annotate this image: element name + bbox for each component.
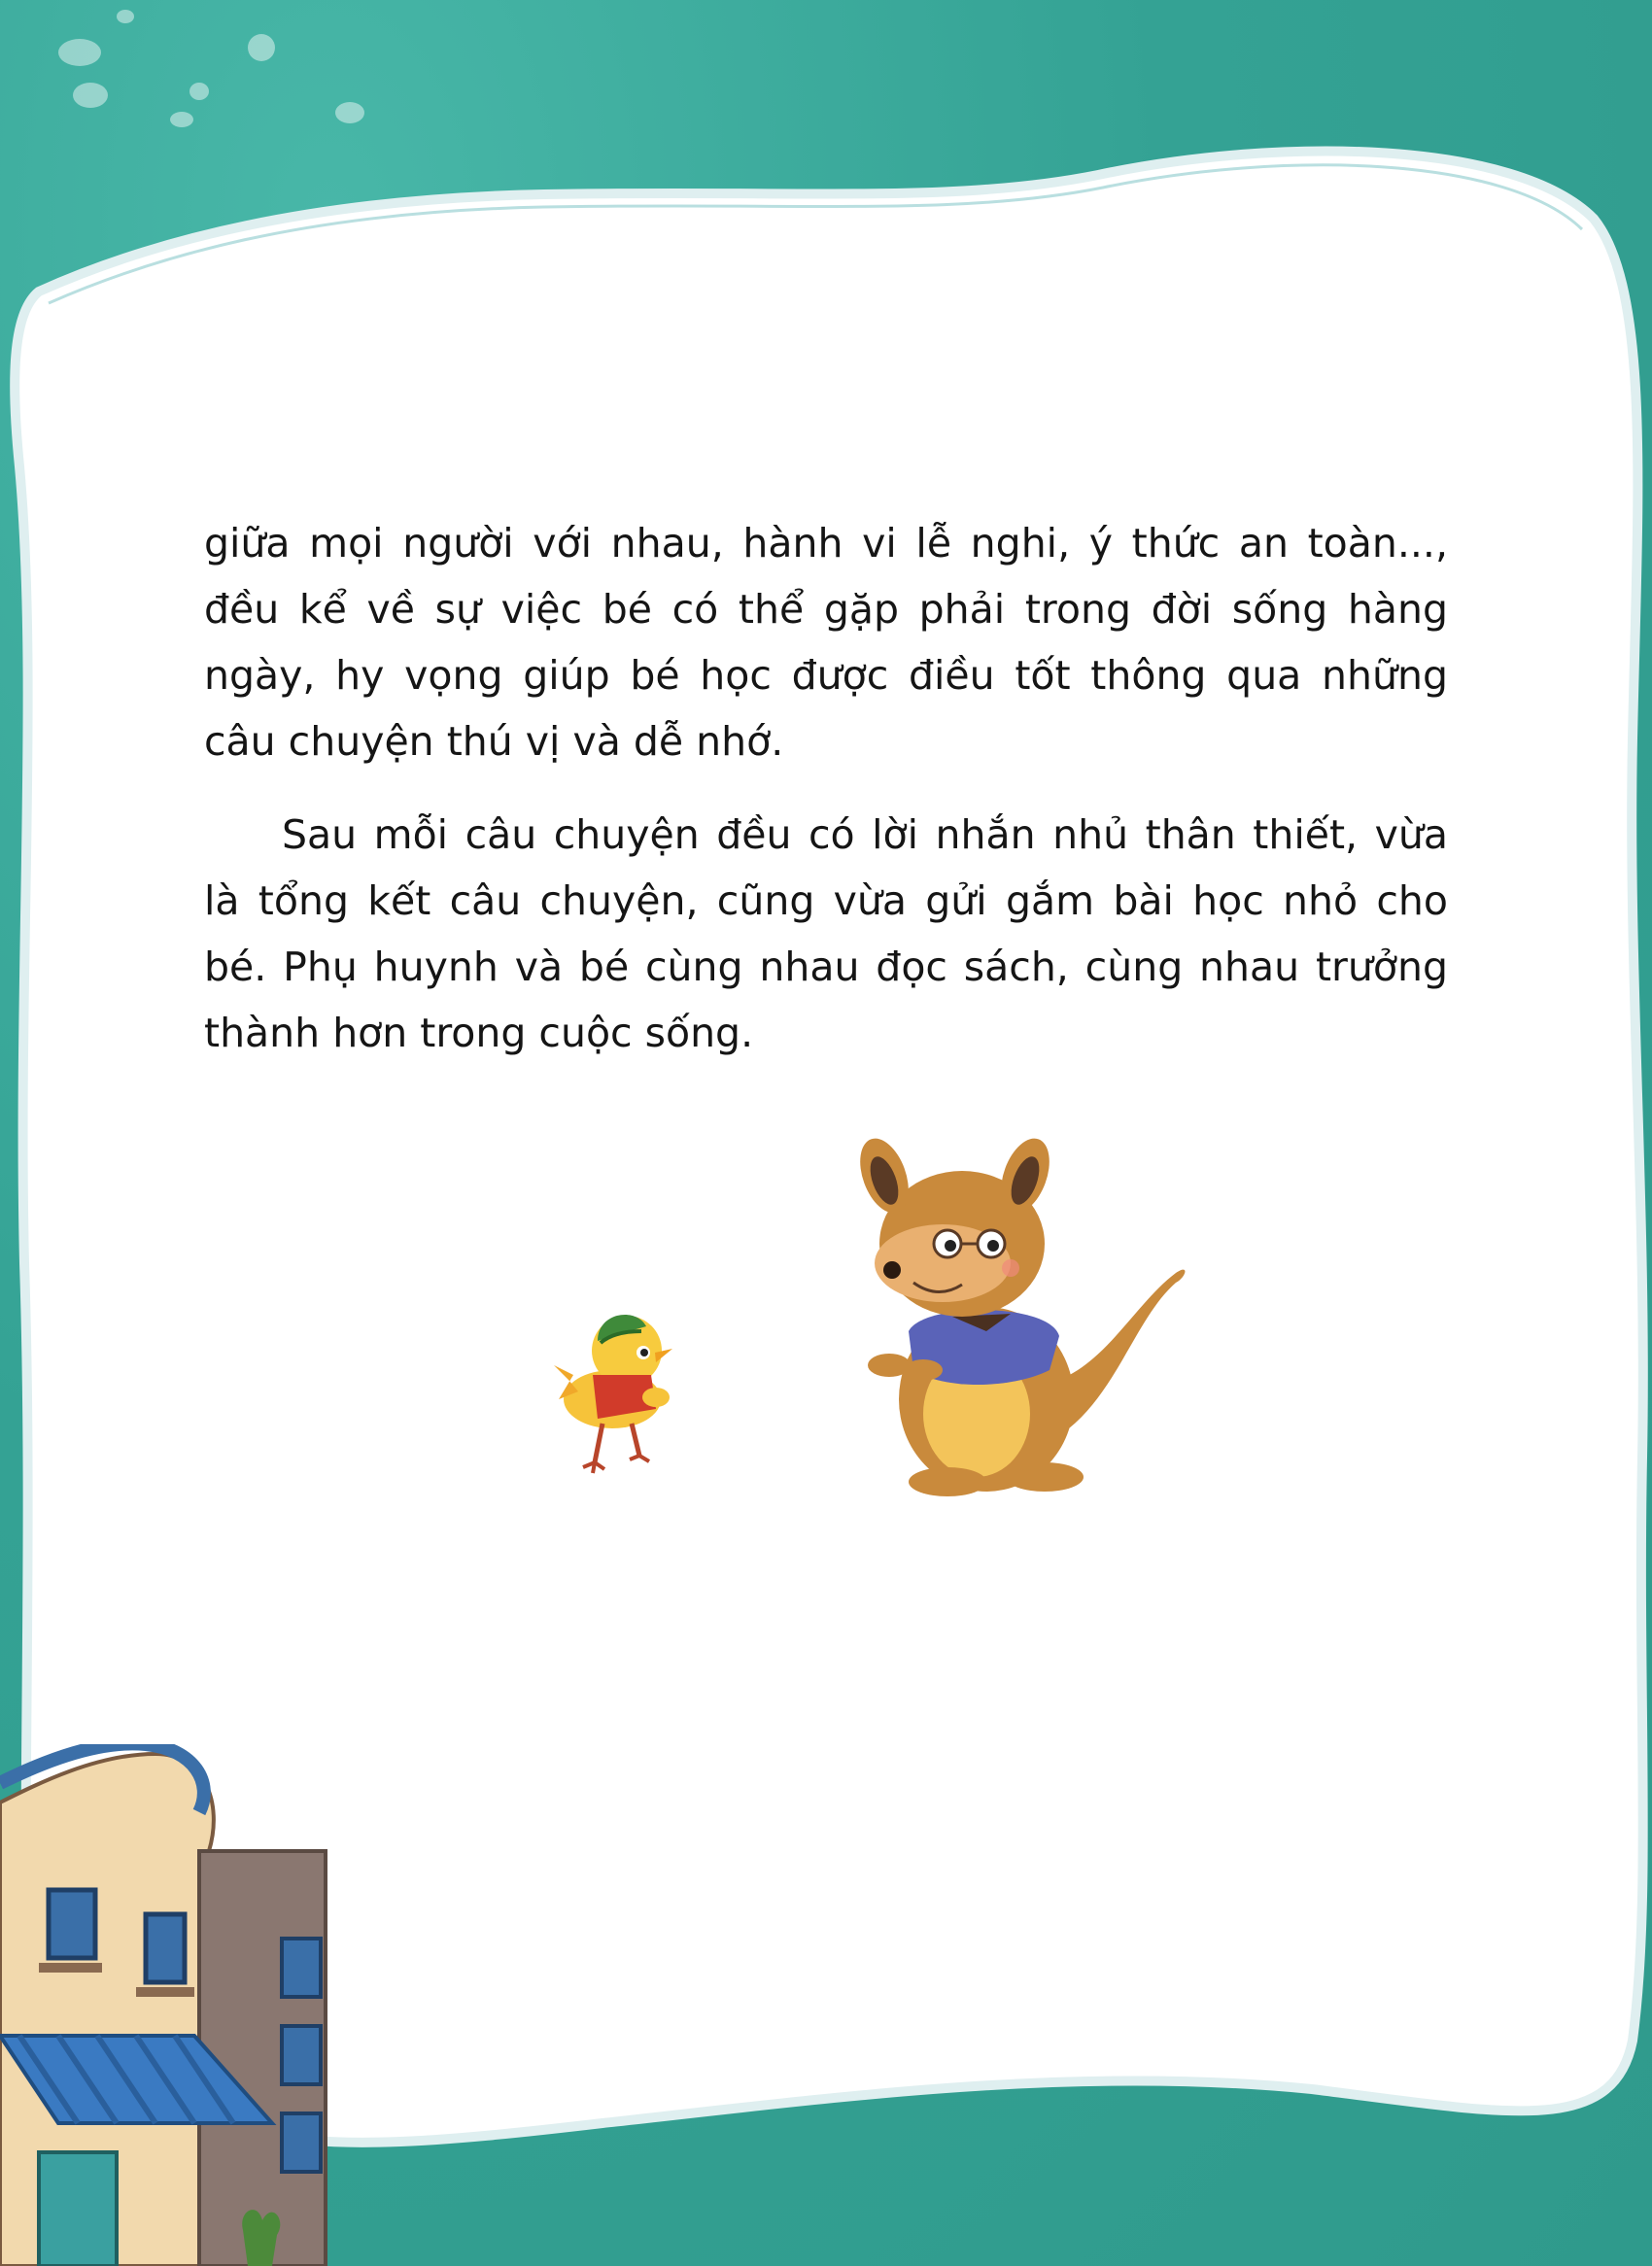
paragraph-1: giữa mọi người với nhau, hành vi lễ nghi, ý thức an toàn..., đều kể về sự việc bé có thể gặp phải trong đời sống hàng ngày, hy vọng giúp bé học được điều tốt thông qua những câu chuyện thú vị và dễ nhớ.: [204, 520, 1448, 765]
chick-icon: [554, 1315, 672, 1473]
house-illustration: [0, 1744, 350, 2266]
kangaroo-icon: [851, 1137, 1186, 1496]
paragraph-2: Sau mỗi câu chuyện đều có lời nhắn nhủ thân thiết, vừa là tổng kết câu chuyện, cũng vừa gửi gắm bài học nhỏ cho bé. Phụ huynh và bé cùng nhau đọc sách, cùng nhau trưởng thành hơn trong cuộc sống.: [204, 811, 1448, 1056]
story-intro-text: [204, 510, 1448, 1093]
chick-illustration: [554, 1283, 719, 1477]
house-icon: [0, 1744, 326, 2266]
kangaroo-illustration: [816, 1137, 1195, 1496]
